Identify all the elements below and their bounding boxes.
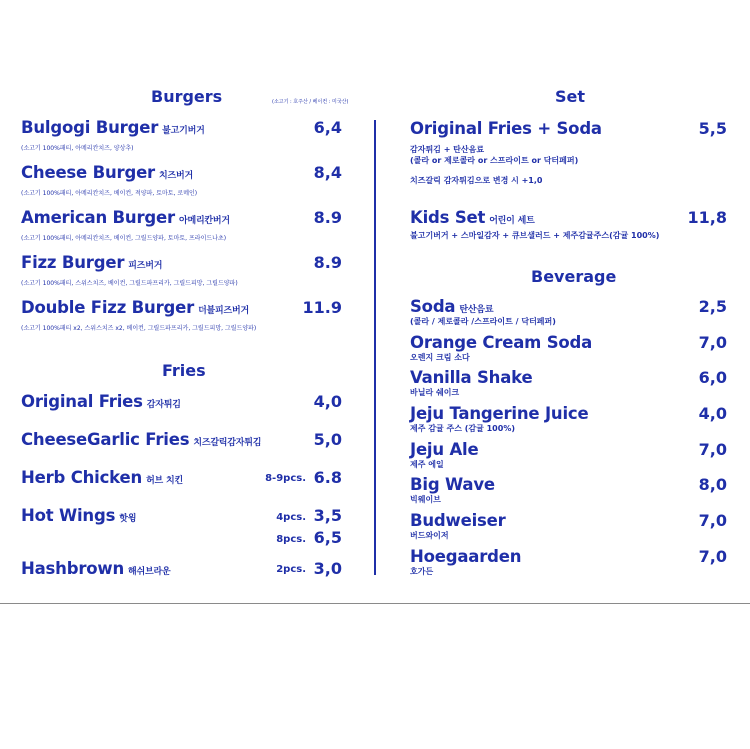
item-name: Original Fries: [21, 392, 143, 411]
item-price: 2,5: [698, 297, 727, 316]
item-name: Budweiser: [410, 511, 506, 530]
item-subtitle: 호가든: [410, 567, 434, 576]
item-price: 11,8: [687, 208, 727, 227]
item-price: 5,5: [698, 119, 727, 138]
item-price: 8.9: [313, 208, 342, 227]
beverage-heading: Beverage: [531, 267, 617, 286]
item-price: 5,0: [313, 430, 342, 449]
item-name: Orange Cream Soda: [410, 333, 593, 352]
item-price: 8,0: [698, 475, 727, 494]
item-price: 7,0: [698, 511, 727, 530]
item-name: Vanilla Shake: [410, 368, 533, 387]
item-subtitle: 제주 에일: [410, 460, 444, 469]
item-korean-name: 불고기버거: [162, 126, 205, 136]
item-subtitle: (콜라 / 제로콜라 /스프라이트 / 닥터페퍼): [410, 317, 556, 326]
item-description: (소고기 100%패티, 스위스치즈, 베이컨, 그릴드파프리카, 그릴드피망, 그릴드양파): [21, 280, 238, 287]
item-price-2: 6,5: [313, 528, 342, 547]
item-name: Bulgogi Burger: [21, 118, 159, 137]
item-korean-name: 치즈버거: [159, 171, 193, 181]
item-price: 7,0: [698, 547, 727, 566]
item-name: Hot Wings: [21, 506, 116, 525]
item-piece-count: 8-9pcs.: [265, 473, 306, 484]
bottom-border: [0, 603, 750, 604]
item-description-2: (콜라 or 제로콜라 or 스프라이트 or 닥터페퍼): [410, 156, 579, 165]
burgers-heading: Burgers: [151, 87, 223, 106]
item-korean-name: 아메리칸버거: [178, 216, 230, 226]
item-subtitle: 빅웨이브: [410, 495, 441, 504]
item-price: 7,0: [698, 333, 727, 352]
item-upgrade-note: 치즈갈릭 감자튀김으로 변경 시 +1,0: [410, 176, 543, 185]
item-price: 6.8: [313, 468, 342, 487]
item-korean-name: 탄산음료: [459, 305, 494, 315]
item-name: Jeju Ale: [410, 440, 479, 459]
item-korean-name: 해쉬브라운: [128, 567, 171, 577]
item-name: Big Wave: [410, 475, 495, 494]
item-korean-name: 피즈버거: [128, 261, 163, 271]
item-price: 3,5: [313, 506, 342, 525]
item-price: 4,0: [313, 392, 342, 411]
item-description: (소고기 100%패티 x2, 스위스치즈 x2, 베이컨, 그릴드파프리카, 그릴드피망, 그릴드양파): [21, 325, 257, 332]
item-korean-name: 어린이 세트: [489, 216, 535, 226]
set-heading: Set: [555, 87, 586, 106]
item-name: Hoegaarden: [410, 547, 522, 566]
item-price: 8.9: [313, 253, 342, 272]
item-price: 6,0: [698, 368, 727, 387]
item-price: 3,0: [313, 559, 342, 578]
item-name: CheeseGarlic Fries: [21, 430, 190, 449]
item-korean-name: 핫윙: [119, 514, 137, 524]
item-subtitle: 버드와이저: [410, 531, 449, 540]
item-name: Original Fries + Soda: [410, 119, 602, 138]
item-korean-name: 감자튀김: [146, 400, 181, 410]
item-name: Kids Set: [410, 208, 486, 227]
item-korean-name: 허브 치킨: [146, 476, 183, 486]
item-name: Cheese Burger: [21, 163, 155, 182]
item-name: Jeju Tangerine Juice: [410, 404, 589, 423]
item-price: 4,0: [698, 404, 727, 423]
item-korean-name: 치즈갈릭감자튀김: [193, 438, 262, 448]
item-description: 불고기버거 + 스마일감자 + 큐브샐러드 + 제주감귤주스(감귤 100%): [410, 231, 660, 240]
item-subtitle: 바닐라 쉐이크: [410, 388, 460, 397]
item-korean-name: 더블피즈버거: [198, 306, 250, 316]
item-subtitle: 제주 감귤 주스 (감귤 100%): [410, 424, 515, 433]
item-name: Hashbrown: [21, 559, 124, 578]
item-name: Fizz Burger: [21, 253, 125, 272]
item-piece-count: 4pcs.: [276, 512, 306, 523]
burgers-origin-note: (소고기 : 호주산 / 베이컨 : 미국산): [272, 99, 349, 105]
item-price: 6,4: [313, 118, 342, 137]
item-price: 7,0: [698, 440, 727, 459]
item-price: 11.9: [302, 298, 342, 317]
column-divider: [374, 120, 376, 575]
item-name: Soda: [410, 297, 456, 316]
item-subtitle: 오렌지 크림 소다: [410, 353, 470, 362]
item-piece-count-2: 8pcs.: [276, 534, 306, 545]
item-description: 감자튀김 + 탄산음료: [410, 145, 485, 154]
item-name: Herb Chicken: [21, 468, 143, 487]
item-piece-count: 2pcs.: [276, 564, 306, 575]
item-name: Double Fizz Burger: [21, 298, 195, 317]
item-price: 8,4: [313, 163, 342, 182]
item-description: (소고기 100%패티, 아메리칸치즈, 양상추): [21, 145, 134, 152]
item-description: (소고기 100%패티, 아메리칸치즈, 베이컨, 그릴드양파, 토마토, 프라이드나초): [21, 235, 227, 242]
fries-heading: Fries: [162, 361, 206, 380]
item-name: American Burger: [21, 208, 175, 227]
item-description: (소고기 100%패티, 아메리칸치즈, 베이컨, 적양파, 토마토, 로메인): [21, 190, 198, 197]
